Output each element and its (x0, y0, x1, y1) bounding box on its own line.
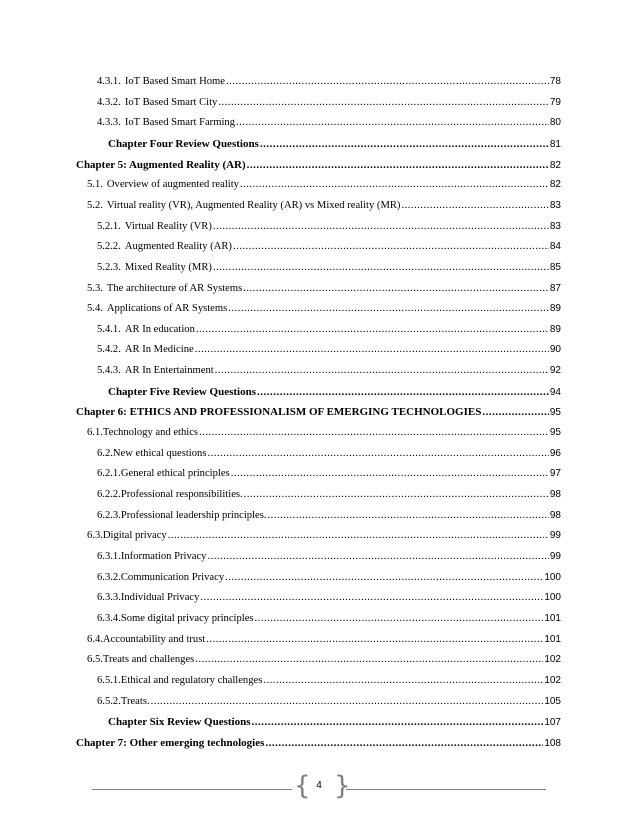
toc-entry-title: Professional leadership principles. (120, 510, 267, 521)
toc-entry (97, 261, 561, 275)
dot-leader (225, 571, 543, 585)
dot-leader (207, 550, 548, 564)
toc-entry-number: 5.4. (87, 303, 103, 314)
toc-entry (97, 343, 561, 357)
toc-entry-page: 92 (549, 365, 561, 376)
toc-entry-page: 95 (549, 427, 561, 438)
toc-entry-number: 6.3.1. (97, 551, 121, 562)
toc-entry-page: 89 (549, 324, 561, 335)
toc-entry-title: Technology and ethics (102, 427, 199, 438)
toc-entry-title: Accountability and trust (102, 634, 206, 645)
toc-entry-page: 95 (549, 407, 561, 418)
toc-entry-page: 96 (549, 448, 561, 459)
dot-leader (196, 323, 549, 337)
toc-entry-title: Professional responsibilities. (120, 489, 243, 500)
toc-entry (97, 695, 561, 709)
toc-entry-title: Ethical and regulatory challenges (120, 675, 263, 686)
toc-entry-page: 101 (544, 634, 561, 645)
toc-entry (87, 653, 561, 667)
toc-entry-page: 99 (549, 551, 561, 562)
toc-entry (97, 220, 561, 234)
toc-entry-title: General ethical principles (120, 468, 230, 479)
toc-entry-title: Chapter Four Review Questions (108, 138, 259, 150)
dot-leader (252, 715, 544, 729)
toc-entry-title: Augmented Reality (AR) (124, 241, 232, 252)
toc-entry-page: 102 (544, 675, 561, 686)
toc-entry (87, 302, 561, 316)
toc-entry-number: 6.2.2. (97, 489, 121, 500)
dot-leader (195, 653, 543, 667)
toc-entry-page: 105 (544, 696, 561, 707)
toc-entry (76, 158, 561, 173)
dot-leader (247, 158, 549, 172)
toc-entry (97, 240, 561, 254)
footer-rule-right (346, 789, 546, 790)
toc-entry (97, 75, 561, 89)
toc-entry-title: Some digital privacy principles (120, 613, 254, 624)
footer-rule-left (92, 789, 292, 790)
toc-entry-page: 87 (549, 283, 561, 294)
dot-leader (267, 509, 548, 523)
toc-entry-number: 5.2. (87, 200, 103, 211)
dot-leader (226, 75, 549, 89)
toc-entry-number: 6.1. (87, 427, 103, 438)
dot-leader (244, 488, 549, 502)
toc-entry (108, 715, 561, 730)
dot-leader (260, 137, 549, 151)
page-number: 4 (316, 780, 322, 791)
toc-entry-title: Chapter Six Review Questions (108, 716, 251, 728)
dot-leader (243, 282, 549, 296)
dot-leader (213, 220, 549, 234)
toc-entry-title: Individual Privacy (120, 592, 200, 603)
dot-leader (228, 302, 549, 316)
toc-entry-page: 78 (549, 76, 561, 87)
toc-entry-number: 6.3.4. (97, 613, 121, 624)
toc-entry (97, 571, 561, 585)
toc-entry (97, 447, 561, 461)
toc-entry-number: 5.4.2. (97, 344, 121, 355)
page-footer (0, 772, 638, 802)
toc-entry (87, 426, 561, 440)
toc-entry (97, 550, 561, 564)
toc-entry-title: IoT Based Smart Home (124, 76, 225, 87)
dot-leader (257, 385, 549, 399)
toc-entry (87, 199, 561, 213)
toc-entry-page: 94 (549, 387, 561, 398)
toc-entry (108, 137, 561, 152)
dot-leader (195, 343, 549, 357)
dot-leader (240, 178, 549, 192)
toc-entry-page: 108 (544, 738, 561, 749)
toc-entry-number: 6.5.1. (97, 675, 121, 686)
toc-entry-page: 83 (549, 200, 561, 211)
toc-entry-page: 107 (544, 717, 561, 728)
toc-entry-number: 6.3. (87, 530, 103, 541)
toc-entry-title: The architecture of AR Systems (106, 283, 243, 294)
toc-entry-page: 89 (549, 303, 561, 314)
dot-leader (207, 447, 548, 461)
toc-entry-number: 6.3.3. (97, 592, 121, 603)
toc-entry-number: 5.2.3. (97, 262, 121, 273)
footer-right-bracket: } (334, 771, 351, 801)
toc-entry-title: Chapter 7: Other emerging technologies (76, 737, 265, 749)
footer-left-bracket: { (294, 771, 311, 801)
toc-entry-number: 6.5.2. (97, 696, 121, 707)
toc-entry (97, 509, 561, 523)
toc-entry (76, 736, 561, 751)
toc-entry (76, 405, 561, 420)
toc-entry-page: 80 (549, 117, 561, 128)
dot-leader (199, 426, 549, 440)
toc-entry-title: IoT Based Smart Farming (124, 117, 235, 128)
dot-leader (482, 405, 549, 419)
toc-entry (97, 612, 561, 626)
toc-entry-number: 5.3. (87, 283, 103, 294)
toc-entry-page: 82 (549, 179, 561, 190)
toc-entry-page: 98 (549, 510, 561, 521)
toc-entry-page: 85 (549, 262, 561, 273)
toc-entry-page: 81 (549, 139, 561, 150)
toc-entry-title: Treats. (120, 696, 150, 707)
toc-entry-title: Chapter 6: ETHICS AND PROFESSIONALISM OF EMERGING TECHNOLOGIES (76, 406, 482, 418)
dot-leader (215, 364, 549, 378)
toc-entry-page: 102 (544, 654, 561, 665)
dot-leader (168, 529, 549, 543)
toc-entry-page: 82 (549, 160, 561, 171)
dot-leader (233, 240, 549, 254)
toc-entry-page: 90 (549, 344, 561, 355)
toc-entry-number: 6.2. (97, 448, 113, 459)
toc-entry-page: 100 (544, 572, 561, 583)
toc-entry (97, 467, 561, 481)
dot-leader (401, 199, 548, 213)
toc-entry-page: 79 (549, 97, 561, 108)
toc-entry (87, 178, 561, 192)
toc-entry-title: AR In education (124, 324, 195, 335)
toc-entry (87, 529, 561, 543)
toc-entry-page: 99 (549, 530, 561, 541)
toc-entry-title: Mixed Reality (MR) (124, 262, 212, 273)
toc-entry (87, 633, 561, 647)
toc-entry-title: Applications of AR Systems (106, 303, 228, 314)
dot-leader (265, 736, 543, 750)
toc-entry-title: Chapter 5: Augmented Reality (AR) (76, 159, 246, 171)
toc-entry-page: 97 (549, 468, 561, 479)
toc-entry-title: Virtual reality (VR), Augmented Reality (AR) vs Mixed reality (MR) (106, 200, 401, 211)
dot-leader (151, 695, 544, 709)
toc-entry (97, 116, 561, 130)
toc-entry-number: 4.3.3. (97, 117, 121, 128)
toc-entry-title: Communication Privacy (120, 572, 225, 583)
dot-leader (263, 674, 543, 688)
dot-leader (200, 591, 543, 605)
toc-entry-page: 101 (544, 613, 561, 624)
dot-leader (231, 467, 549, 481)
toc-entry-page: 83 (549, 221, 561, 232)
toc-entry-title: Overview of augmented reality (106, 179, 239, 190)
toc-entry-number: 6.2.1. (97, 468, 121, 479)
toc-entry (97, 674, 561, 688)
toc-entry-page: 98 (549, 489, 561, 500)
toc-entry-number: 4.3.1. (97, 76, 121, 87)
toc-entry-number: 6.3.2. (97, 572, 121, 583)
dot-leader (213, 261, 549, 275)
toc-entry-title: Virtual Reality (VR) (124, 221, 212, 232)
toc-entry-number: 5.4.3. (97, 365, 121, 376)
toc-entry (108, 385, 561, 400)
toc-entry-title: Information Privacy (120, 551, 207, 562)
toc-entry-number: 5.2.2. (97, 241, 121, 252)
toc-entry-title: New ethical questions (112, 448, 207, 459)
toc-entry (87, 282, 561, 296)
toc-entry (97, 96, 561, 110)
toc-entry-title: Chapter Five Review Questions (108, 386, 256, 398)
toc-entry-number: 5.2.1. (97, 221, 121, 232)
toc-entry-title: Digital privacy (102, 530, 167, 541)
toc-entry-title: AR In Medicine (124, 344, 194, 355)
toc-entry (97, 488, 561, 502)
toc-entry-number: 6.2.3. (97, 510, 121, 521)
toc-entry-title: IoT Based Smart City (124, 97, 218, 108)
toc-entry (97, 364, 561, 378)
toc-entry-number: 4.3.2. (97, 97, 121, 108)
toc-entry-number: 6.4. (87, 634, 103, 645)
dot-leader (206, 633, 543, 647)
toc-entry-number: 6.5. (87, 654, 103, 665)
toc-entry (97, 591, 561, 605)
toc-entry-page: 100 (544, 592, 561, 603)
dot-leader (218, 96, 549, 110)
toc-entry (97, 323, 561, 337)
toc-entry-page: 84 (549, 241, 561, 252)
toc-entry-number: 5.4.1. (97, 324, 121, 335)
toc-entry-title: Treats and challenges (102, 654, 195, 665)
dot-leader (236, 116, 549, 130)
dot-leader (255, 612, 544, 626)
toc-entry-number: 5.1. (87, 179, 103, 190)
toc-entry-title: AR In Entertainment (124, 365, 214, 376)
